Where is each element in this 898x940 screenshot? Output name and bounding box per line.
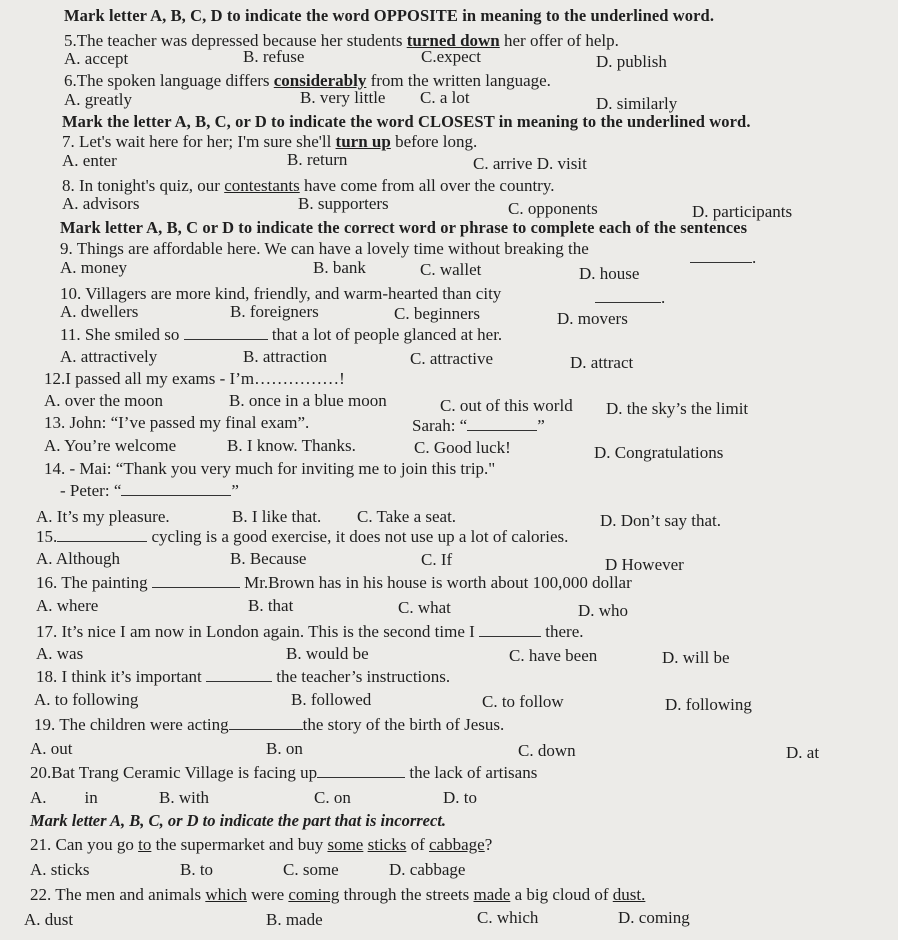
option-9d[interactable]: D. house xyxy=(579,264,640,283)
option-19c[interactable]: C. down xyxy=(518,741,576,760)
option-16a[interactable]: A. where xyxy=(36,596,99,615)
option-11b[interactable]: B. attraction xyxy=(243,347,328,366)
question-5: 5.The teacher was depressed because her students turned down her offer of help. xyxy=(64,31,619,50)
answer-blank-13[interactable] xyxy=(467,416,537,431)
option-20d[interactable]: D. to xyxy=(443,788,477,807)
option-5d[interactable]: D. publish xyxy=(596,52,667,71)
option-10b[interactable]: B. foreigners xyxy=(230,302,319,321)
option-10d[interactable]: D. movers xyxy=(557,309,628,328)
option-14b[interactable]: B. I like that. xyxy=(232,507,322,526)
option-21d[interactable]: D. cabbage xyxy=(389,860,466,879)
option-11c[interactable]: C. attractive xyxy=(410,349,494,368)
option-16c[interactable]: C. what xyxy=(398,598,451,617)
option-17a[interactable]: A. was xyxy=(36,644,84,663)
option-22b[interactable]: B. made xyxy=(266,910,323,929)
answer-blank-17[interactable] xyxy=(479,622,541,637)
question-14: 14. - Mai: “Thank you very much for inviting me to join this trip." xyxy=(44,459,496,478)
option-20b[interactable]: B. with xyxy=(159,788,210,807)
option-18c[interactable]: C. to follow xyxy=(482,692,564,711)
option-14a[interactable]: A. It’s my pleasure. xyxy=(36,507,170,526)
option-5b[interactable]: B. refuse xyxy=(243,47,305,66)
question-22: 22. The men and animals which were coming through the streets made a big cloud of dust. xyxy=(30,885,646,904)
option-13a[interactable]: A. You’re welcome xyxy=(44,436,177,455)
question-21: 21. Can you go to the supermarket and buy some sticks of cabbage? xyxy=(30,835,493,854)
option-17c[interactable]: C. have been xyxy=(509,646,598,665)
question-20: 20.Bat Trang Ceramic Village is facing up the lack of artisans xyxy=(30,763,538,782)
question-16: 16. The painting Mr.Brown has in his house is worth about 100,000 dollar xyxy=(36,573,632,592)
option-15d[interactable]: D However xyxy=(605,555,684,574)
option-21a[interactable]: A. sticks xyxy=(30,860,90,879)
option-22c[interactable]: C. which xyxy=(477,908,539,927)
option-6d[interactable]: D. similarly xyxy=(596,94,678,113)
option-20c[interactable]: C. on xyxy=(314,788,351,807)
option-6a[interactable]: A. greatly xyxy=(64,90,132,109)
option-8c[interactable]: C. opponents xyxy=(508,199,598,218)
option-10a[interactable]: A. dwellers xyxy=(60,302,139,321)
option-16d[interactable]: D. who xyxy=(578,601,629,620)
option-17d[interactable]: D. will be xyxy=(662,648,730,667)
option-21b[interactable]: B. to xyxy=(180,860,214,879)
question-12: 12.I passed all my exams - I’m……………! xyxy=(44,369,345,388)
option-5a[interactable]: A. accept xyxy=(64,49,129,68)
answer-blank-15[interactable] xyxy=(57,527,147,542)
option-6b[interactable]: B. very little xyxy=(300,88,386,107)
option-20a[interactable]: A. in xyxy=(30,788,98,807)
option-11d[interactable]: D. attract xyxy=(570,353,634,372)
question-15: 15. cycling is a good exercise, it does not use up a lot of calories. xyxy=(36,527,569,546)
question-17: 17. It’s nice I am now in London again. This is the second time I there. xyxy=(36,622,584,641)
question-9: 9. Things are affordable here. We can have a lovely time without breaking the xyxy=(60,239,589,258)
option-10c[interactable]: C. beginners xyxy=(394,304,480,323)
option-18d[interactable]: D. following xyxy=(665,695,752,714)
option-18a[interactable]: A. to following xyxy=(34,690,139,709)
option-13d[interactable]: D. Congratulations xyxy=(594,443,724,462)
option-9a[interactable]: A. money xyxy=(60,258,128,277)
option-13b[interactable]: B. I know. Thanks. xyxy=(227,436,356,455)
option-9c[interactable]: C. wallet xyxy=(420,260,482,279)
question-13-sarah: Sarah: “ ” xyxy=(412,416,545,435)
question-10: 10. Villagers are more kind, friendly, and warm-hearted than city xyxy=(60,284,502,303)
option-12b[interactable]: B. once in a blue moon xyxy=(229,391,387,410)
option-7c[interactable]: C. arrive D. visit xyxy=(473,154,587,173)
question-13: 13. John: “I’ve passed my final exam”. xyxy=(44,413,310,432)
answer-blank-10[interactable]: . xyxy=(595,288,665,308)
answer-blank-19[interactable] xyxy=(229,715,303,730)
section-heading-opposite: Mark letter A, B, C, D to indicate the word OPPOSITE in meaning to the underlined word. xyxy=(64,6,715,25)
question-6: 6.The spoken language differs considerably from the written language. xyxy=(64,71,551,90)
option-12a[interactable]: A. over the moon xyxy=(44,391,163,410)
option-15c[interactable]: C. If xyxy=(421,550,453,569)
answer-blank-14[interactable] xyxy=(121,481,231,496)
option-15a[interactable]: A. Although xyxy=(36,549,121,568)
question-8: 8. In tonight's quiz, our contestants have come from all over the country. xyxy=(62,176,555,195)
option-12c[interactable]: C. out of this world xyxy=(440,396,573,415)
option-16b[interactable]: B. that xyxy=(248,596,294,615)
option-8d[interactable]: D. participants xyxy=(692,202,793,221)
section-heading-incorrect: Mark letter A, B, C, or D to indicate the part that is incorrect. xyxy=(30,811,447,830)
option-5c[interactable]: C.expect xyxy=(421,47,481,66)
option-8a[interactable]: A. advisors xyxy=(62,194,140,213)
option-12d[interactable]: D. the sky’s the limit xyxy=(606,399,749,418)
option-7a[interactable]: A. enter xyxy=(62,151,117,170)
option-19a[interactable]: A. out xyxy=(30,739,73,758)
option-19b[interactable]: B. on xyxy=(266,739,303,758)
answer-blank-16[interactable] xyxy=(152,573,240,588)
option-9b[interactable]: B. bank xyxy=(313,258,366,277)
section-heading-complete: Mark letter A, B, C or D to indicate the correct word or phrase to complete each of the sentences xyxy=(60,218,748,237)
option-14d[interactable]: D. Don’t say that. xyxy=(600,511,722,530)
option-14c[interactable]: C. Take a seat. xyxy=(357,507,457,526)
option-6c[interactable]: C. a lot xyxy=(420,88,470,107)
answer-blank-20[interactable] xyxy=(317,763,405,778)
option-8b[interactable]: B. supporters xyxy=(298,194,389,213)
question-7: 7. Let's wait here for her; I'm sure she'll turn up before long. xyxy=(62,132,478,151)
section-heading-closest: Mark the letter A, B, C, or D to indicate the word CLOSEST in meaning to the underlined word. xyxy=(62,112,751,131)
option-13c[interactable]: C. Good luck! xyxy=(414,438,511,457)
option-19d[interactable]: D. at xyxy=(786,743,820,762)
option-21c[interactable]: C. some xyxy=(283,860,339,879)
option-22a[interactable]: A. dust xyxy=(24,910,74,929)
option-7b[interactable]: B. return xyxy=(287,150,348,169)
option-18b[interactable]: B. followed xyxy=(291,690,372,709)
option-11a[interactable]: A. attractively xyxy=(60,347,158,366)
option-22d[interactable]: D. coming xyxy=(618,908,690,927)
question-11: 11. She smiled so that a lot of people glanced at her. xyxy=(60,325,503,344)
question-18: 18. I think it’s important the teacher’s instructions. xyxy=(36,667,451,686)
question-19: 19. The children were acting the story of the birth of Jesus. xyxy=(34,715,505,734)
question-14-peter: - Peter: “ ” xyxy=(60,481,239,500)
option-15b[interactable]: B. Because xyxy=(230,549,307,568)
answer-blank-18[interactable] xyxy=(206,667,272,682)
option-17b[interactable]: B. would be xyxy=(286,644,369,663)
answer-blank-9[interactable]: . xyxy=(690,248,756,268)
answer-blank-11[interactable] xyxy=(184,325,268,340)
